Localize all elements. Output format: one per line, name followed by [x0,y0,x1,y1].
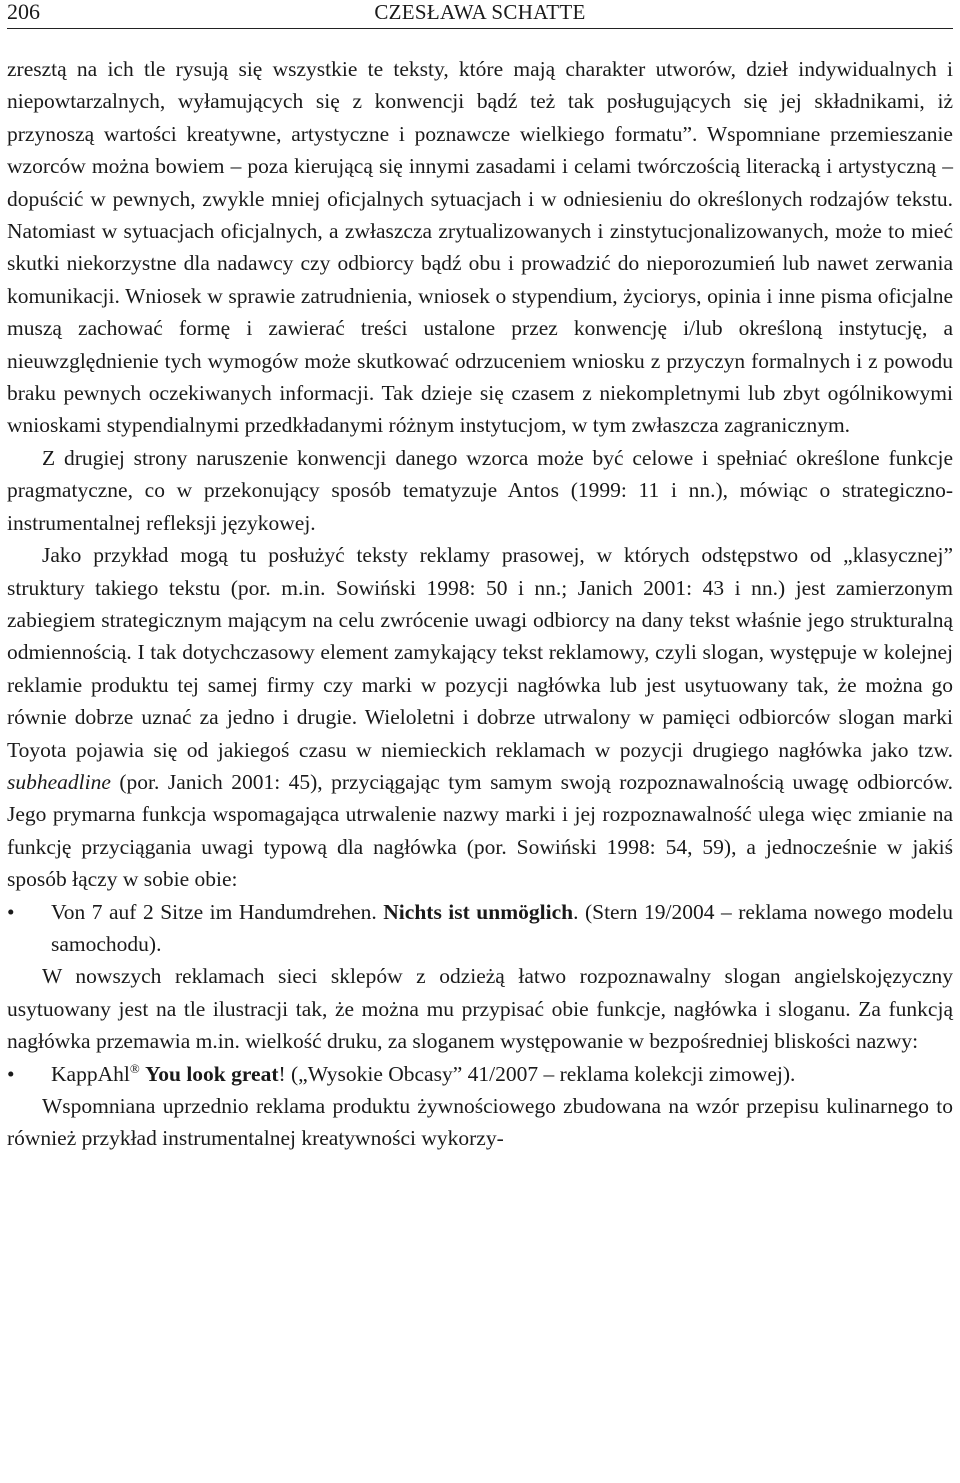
paragraph-text: (por. Janich 2001: 45), przyciągając tym samym swoją rozpoznawalnością uwagę odbiorców. Jego prymarna funkcja wspomagająca utrwalenie nazwy marki i jej rozpoznawalność ulega więc zmianie na funkcję przyciągania uwagi typową dla nagłówka (por. Sowiński 1998: 54, 59), a jednocześnie w jakiś sposób łączy w sobie obie: [7,769,953,892]
paragraph-continuation: zresztą na ich tle rysują się wszystkie te teksty, które mają charakter utworów, dzieł indywidualnych i niepowtarzalnych, wyłamujących się z konwencji bądź też tak posługujących się jej składnikami, iż przynoszą wartości kreatywne, artystyczne i poznawcze wielkiego formatu”. [7,57,953,146]
paragraph: W nowszych reklamach sieci sklepów z odzieżą łatwo rozpoznawalny slogan angielskojęzyczny usytuowany jest na tle ilustracji tak, że można mu przypisać obie funkcje, nagłówka i sloganu. Za funkcją nagłówka przemawia m.in. wielkość druku, za sloganem występowanie w bezpośredniej bliskości nazwy: [7,964,953,1054]
bullet-text: Von 7 auf 2 Sitze im Handumdrehen. [51,899,384,924]
italic-term: subheadline [7,769,111,794]
bullet-bold-slogan: Nichts ist unmöglich [383,899,574,924]
bullet-text: ! („Wysokie Obcasy” 41/2007 – reklama kolekcji zimowej). [278,1061,796,1086]
bullet-text: KappAhl [51,1061,130,1086]
bullet-icon: • [7,899,15,924]
bullet-text: . (Stern 19/2004 – reklama nowego modelu samochodu). [51,899,953,956]
bullet-item [7,896,953,961]
paragraph: Wspomniana uprzednio reklama produktu żywnościowego zbudowana na wzór przepisu kulinarnego to również przykład instrumentalnej kreatywności wykorzy- [7,1094,953,1151]
bullet-icon: • [7,1061,15,1086]
page-number: 206 [7,0,40,24]
running-head [7,0,953,29]
document-page [7,0,953,1155]
paragraph [7,539,953,895]
paragraph [7,53,953,442]
bullet-item [7,1058,953,1090]
paragraph: Z drugiej strony naruszenie konwencji danego wzorca może być celowe i spełniać określone funkcje pragmatyczne, co w przekonujący sposób tematyzuje Antos (1999: 11 i nn.), mówiąc o strategiczno-instrumentalnej refleksji językowej. [7,445,953,535]
registered-mark: ® [129,1060,140,1076]
paragraph-wspomniane: Wspomniane przemieszanie wzorców można bowiem – poza kierującą się innymi zasadami i celami twórczością literacką i artystyczną – dopuścić w pewnych, zwykle mniej oficjalnych sytuacjach i w odniesieniu do określonych rodzajów tekstu. Natomiast w sytuacjach oficjalnych, a zwłaszcza zrytualizowanych i zinstytucjonalizowanych, może to mieć skutki niekorzystne dla nadawcy czy odbiorcy bądź obu i prowadzić do nieporozumień lub nawet zerwania komunikacji. Wniosek w sprawie zatrudnienia, wniosek o stypendium, życiorys, opinia i inne pisma oficjalne muszą zachować formę i zawierać treści ustalone przez konwencję i/lub określoną instytucję, a nieuwzględnienie tych wymogów może skutkować odrzuceniem wniosku z przyczyn formalnych i z powodu braku pewnych oczekiwanych informacji. Tak dzieje się czasem z niekompletnymi lub zbyt ogólnikowymi wnioskami stypendialnymi przedkładanymi różnym instytucjom, w tym zwłaszcza zagranicznym. [7,121,953,438]
paragraph-text: Jako przykład mogą tu posłużyć teksty reklamy prasowej, w których odstępstwo od „klasycznej” struktury takiego tekstu (por. m.in. Sowiński 1998: 50 i nn.; Janich 2001: 43 i nn.) jest zamierzonym zabiegiem strategicznym mającym na celu zwrócenie uwagi odbiorcy na dany tekst właśnie jego strukturalną odmiennością. I tak dotychczasowy element zamykający tekst reklamowy, czyli slogan, występuje w kolejnej reklamie produktu tej samej firmy czy marki w pozycji nagłówka lub jest usytuowany tak, że można go równie dobrze uznać za jedno i drugie. Wieloletni i dobrze utrwalony w pamięci odbiorców slogan marki Toyota pojawia się od jakiegoś czasu w niemieckich reklamach w pozycji drugiego nagłówka jako tzw. [7,543,953,762]
running-title: CZESŁAWA SCHATTE [374,0,586,24]
body-text [7,53,953,1155]
bullet-bold-slogan: You look great [145,1061,279,1086]
